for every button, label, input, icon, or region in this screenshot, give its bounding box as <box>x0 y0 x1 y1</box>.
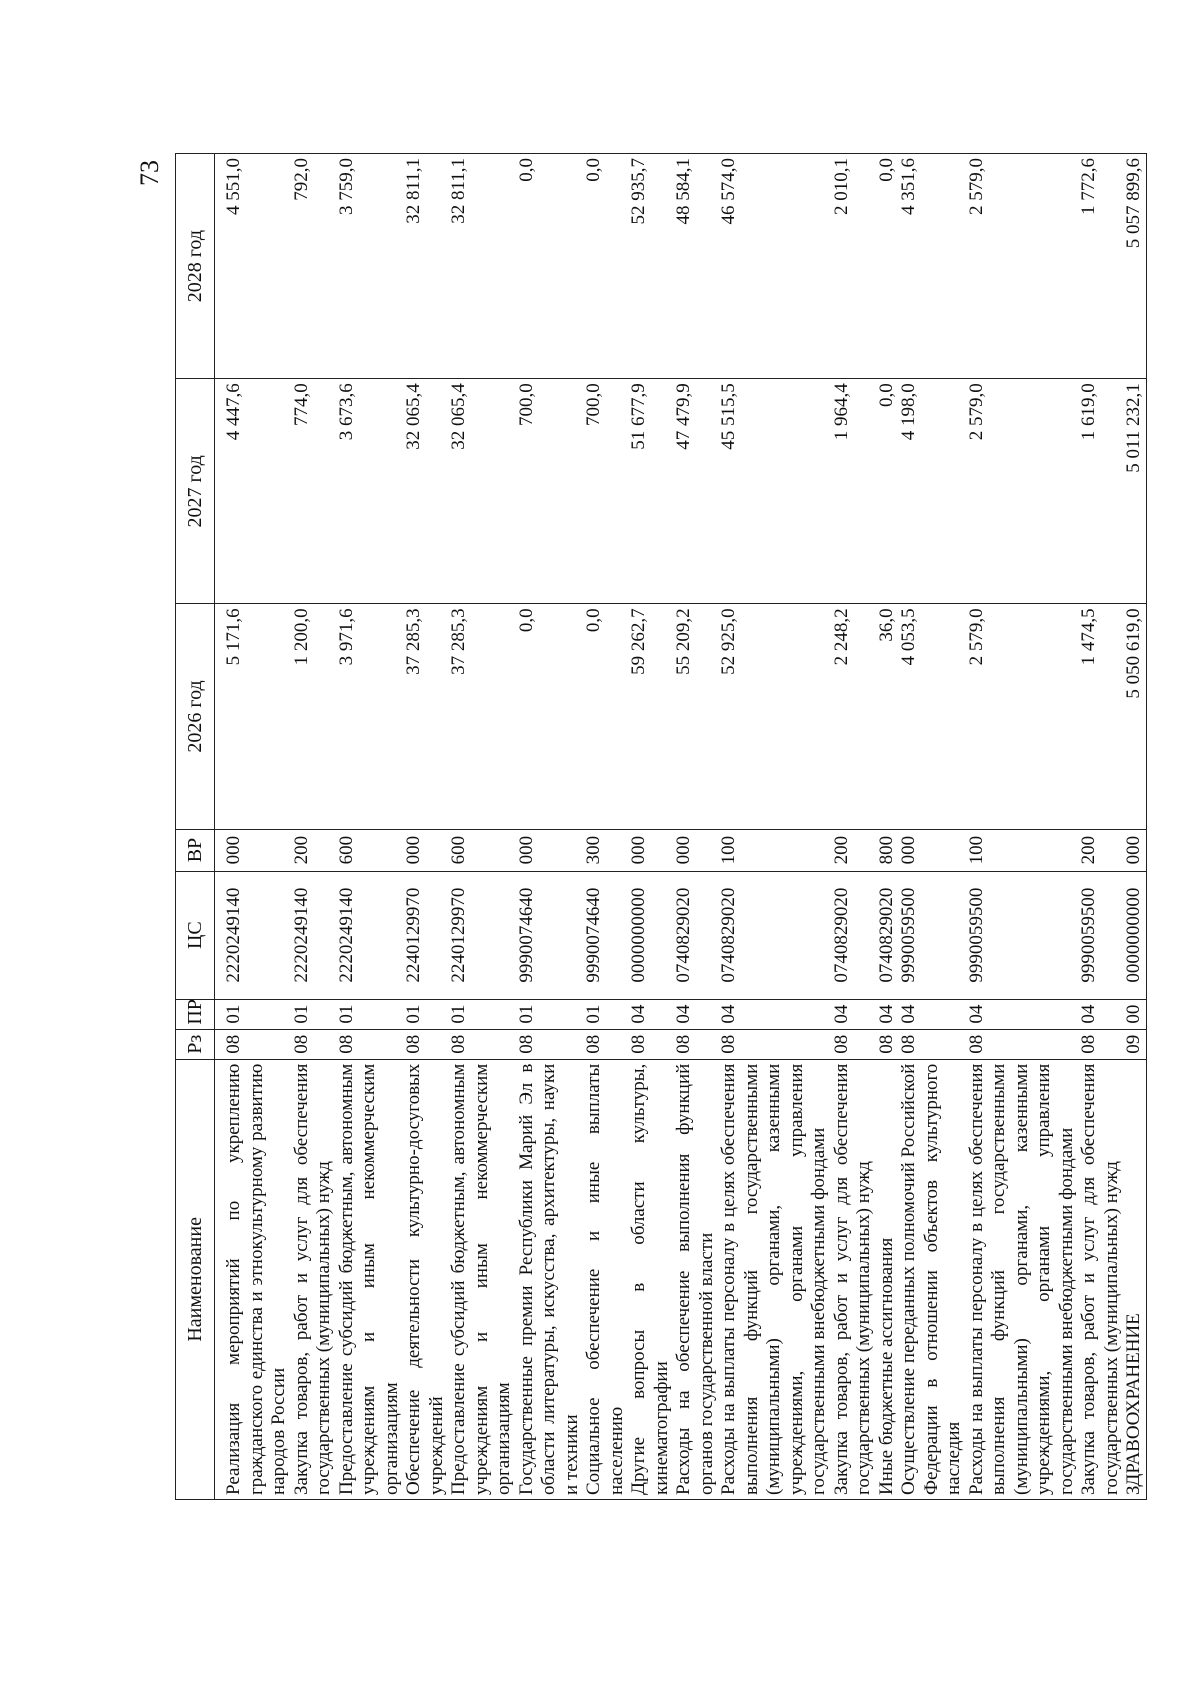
table-row <box>336 154 404 1500</box>
table-row <box>403 154 448 1500</box>
row-value-2028: 0,0 <box>876 154 899 379</box>
row-value-2027: 700,0 <box>516 379 584 604</box>
row-rz: 08 <box>403 1029 448 1059</box>
row-pr: 00 <box>1123 999 1146 1029</box>
row-name: Осуществление переданных полномочий Российской Федерации в отношении объектов культурного наследия <box>898 1059 966 1499</box>
header-2027: 2027 год <box>176 379 215 604</box>
table-header-row <box>176 154 215 1500</box>
row-value-2028: 52 935,7 <box>628 154 673 379</box>
header-pr: ПР <box>176 999 215 1029</box>
row-pr: 04 <box>898 999 966 1029</box>
row-value-2028: 3 759,0 <box>336 154 404 379</box>
row-rz: 09 <box>1123 1029 1146 1059</box>
table-row <box>583 154 628 1500</box>
row-value-2026: 52 925,0 <box>718 604 831 829</box>
row-pr: 01 <box>215 999 291 1029</box>
row-value-2026: 2 579,0 <box>966 604 1079 829</box>
row-value-2028: 46 574,0 <box>718 154 831 379</box>
row-name: Расходы на обеспечение выполнения функций органов государственной власти <box>673 1059 718 1499</box>
table-row <box>966 154 1079 1500</box>
row-value-2028: 4 551,0 <box>215 154 291 379</box>
row-value-2028: 2 010,1 <box>831 154 876 379</box>
row-name: Закупка товаров, работ и услуг для обеспечения государственных (муниципальных) нужд <box>291 1059 336 1499</box>
row-cs: 9990074640 <box>516 871 584 999</box>
row-vr: 000 <box>403 829 448 871</box>
row-cs: 2240129970 <box>403 871 448 999</box>
row-vr: 600 <box>448 829 516 871</box>
row-value-2027: 0,0 <box>876 379 899 604</box>
row-value-2028: 1 772,6 <box>1078 154 1123 379</box>
row-value-2026: 3 971,6 <box>336 604 404 829</box>
table-row <box>291 154 336 1500</box>
row-name: Расходы на выплаты персоналу в целях обеспечения выполнения функций государственными (муниципальными) органами, казенными учреждениями, органами управления государственными внебюджетными фондами <box>718 1059 831 1499</box>
table-row <box>718 154 831 1500</box>
row-vr: 000 <box>215 829 291 871</box>
row-pr: 04 <box>966 999 1079 1029</box>
row-rz: 08 <box>628 1029 673 1059</box>
row-rz: 08 <box>718 1029 831 1059</box>
row-value-2028: 48 584,1 <box>673 154 718 379</box>
table-row <box>673 154 718 1500</box>
row-vr: 200 <box>831 829 876 871</box>
row-value-2026: 55 209,2 <box>673 604 718 829</box>
row-cs: 0740829020 <box>673 871 718 999</box>
row-cs: 2220249140 <box>215 871 291 999</box>
row-name: Закупка товаров, работ и услуг для обеспечения государственных (муниципальных) нужд <box>1078 1059 1123 1499</box>
page-number: 73 <box>135 160 164 186</box>
row-pr: 01 <box>403 999 448 1029</box>
row-value-2028: 32 811,1 <box>448 154 516 379</box>
row-value-2027: 2 579,0 <box>966 379 1079 604</box>
row-pr: 04 <box>1078 999 1123 1029</box>
row-pr: 04 <box>876 999 899 1029</box>
row-vr: 000 <box>516 829 584 871</box>
row-vr: 100 <box>718 829 831 871</box>
row-pr: 01 <box>583 999 628 1029</box>
row-name: Расходы на выплаты персоналу в целях обеспечения выполнения функций государственными (муниципальными) органами, казенными учреждениями, органами управления государственными внебюджетными фондами <box>966 1059 1079 1499</box>
row-value-2027: 3 673,6 <box>336 379 404 604</box>
row-rz: 08 <box>516 1029 584 1059</box>
row-value-2027: 47 479,9 <box>673 379 718 604</box>
row-value-2027: 45 515,5 <box>718 379 831 604</box>
row-rz: 08 <box>876 1029 899 1059</box>
row-rz: 08 <box>291 1029 336 1059</box>
row-value-2027: 700,0 <box>583 379 628 604</box>
row-value-2027: 1 619,0 <box>1078 379 1123 604</box>
row-vr: 100 <box>966 829 1079 871</box>
table-row <box>516 154 584 1500</box>
row-value-2028: 2 579,0 <box>966 154 1079 379</box>
row-value-2028: 792,0 <box>291 154 336 379</box>
row-name: Иные бюджетные ассигнования <box>876 1059 899 1499</box>
row-cs: 0000000000 <box>628 871 673 999</box>
row-rz: 08 <box>336 1029 404 1059</box>
row-rz: 08 <box>448 1029 516 1059</box>
row-pr: 01 <box>516 999 584 1029</box>
row-vr: 200 <box>1078 829 1123 871</box>
header-2028: 2028 год <box>176 154 215 379</box>
row-cs: 2220249140 <box>291 871 336 999</box>
row-value-2027: 51 677,9 <box>628 379 673 604</box>
row-vr: 200 <box>291 829 336 871</box>
row-pr: 01 <box>291 999 336 1029</box>
row-pr: 01 <box>336 999 404 1029</box>
row-value-2026: 1 474,5 <box>1078 604 1123 829</box>
row-cs: 0740829020 <box>876 871 899 999</box>
table-row <box>831 154 876 1500</box>
row-cs: 0740829020 <box>831 871 876 999</box>
row-name: Обеспечение деятельности культурно-досуговых учреждений <box>403 1059 448 1499</box>
row-value-2027: 774,0 <box>291 379 336 604</box>
row-name: Реализация мероприятий по укреплению гражданского единства и этнокультурному развитию народов России <box>215 1059 291 1499</box>
row-vr: 000 <box>628 829 673 871</box>
row-rz: 08 <box>673 1029 718 1059</box>
row-rz: 08 <box>898 1029 966 1059</box>
row-name: Социальное обеспечение и иные выплаты населению <box>583 1059 628 1499</box>
row-vr: 000 <box>898 829 966 871</box>
row-value-2027: 1 964,4 <box>831 379 876 604</box>
row-name: Предоставление субсидий бюджетным, автономным учреждениям и иным некоммерческим организациям <box>336 1059 404 1499</box>
row-pr: 01 <box>448 999 516 1029</box>
row-vr: 800 <box>876 829 899 871</box>
row-cs: 2240129970 <box>448 871 516 999</box>
row-rz: 08 <box>1078 1029 1123 1059</box>
rotated-page <box>135 150 1144 1500</box>
row-value-2028: 0,0 <box>516 154 584 379</box>
row-pr: 04 <box>628 999 673 1029</box>
row-value-2026: 37 285,3 <box>403 604 448 829</box>
row-value-2026: 36,0 <box>876 604 899 829</box>
row-pr: 04 <box>831 999 876 1029</box>
row-rz: 08 <box>966 1029 1079 1059</box>
row-value-2028: 32 811,1 <box>403 154 448 379</box>
row-name: Закупка товаров, работ и услуг для обеспечения государственных (муниципальных) нужд <box>831 1059 876 1499</box>
row-cs: 9990074640 <box>583 871 628 999</box>
row-value-2027: 5 011 232,1 <box>1123 379 1146 604</box>
row-value-2026: 0,0 <box>516 604 584 829</box>
row-pr: 04 <box>673 999 718 1029</box>
row-value-2027: 32 065,4 <box>403 379 448 604</box>
row-value-2026: 0,0 <box>583 604 628 829</box>
row-name: Предоставление субсидий бюджетным, автономным учреждениям и иным некоммерческим организациям <box>448 1059 516 1499</box>
row-rz: 08 <box>215 1029 291 1059</box>
row-value-2027: 4 198,0 <box>898 379 966 604</box>
table-row <box>1123 154 1146 1500</box>
row-cs: 9990059500 <box>898 871 966 999</box>
header-vr: ВР <box>176 829 215 871</box>
row-cs: 2220249140 <box>336 871 404 999</box>
table-row <box>448 154 516 1500</box>
row-value-2026: 5 050 619,0 <box>1123 604 1146 829</box>
row-value-2026: 2 248,2 <box>831 604 876 829</box>
row-value-2026: 4 053,5 <box>898 604 966 829</box>
table-row <box>628 154 673 1500</box>
budget-table <box>175 153 1147 1500</box>
header-2026: 2026 год <box>176 604 215 829</box>
row-vr: 000 <box>673 829 718 871</box>
row-value-2026: 59 262,7 <box>628 604 673 829</box>
row-name: ЗДРАВООХРАНЕНИЕ <box>1123 1059 1146 1499</box>
row-name: Другие вопросы в области культуры, кинематографии <box>628 1059 673 1499</box>
row-rz: 08 <box>583 1029 628 1059</box>
header-cs: ЦС <box>176 871 215 999</box>
row-rz: 08 <box>831 1029 876 1059</box>
row-value-2026: 5 171,6 <box>215 604 291 829</box>
row-value-2026: 37 285,3 <box>448 604 516 829</box>
table-row <box>876 154 899 1500</box>
row-vr: 000 <box>1123 829 1146 871</box>
row-value-2026: 1 200,0 <box>291 604 336 829</box>
row-value-2027: 4 447,6 <box>215 379 291 604</box>
row-vr: 300 <box>583 829 628 871</box>
table-row <box>215 154 291 1500</box>
row-name: Государственные премии Республики Марий Эл в области литературы, искусства, архитектуры, науки и техники <box>516 1059 584 1499</box>
table-row <box>1078 154 1123 1500</box>
table-body <box>215 154 1147 1500</box>
row-value-2028: 4 351,6 <box>898 154 966 379</box>
header-rz: Рз <box>176 1029 215 1059</box>
row-value-2028: 5 057 899,6 <box>1123 154 1146 379</box>
row-vr: 600 <box>336 829 404 871</box>
table-row <box>898 154 966 1500</box>
row-cs: 0000000000 <box>1123 871 1146 999</box>
row-value-2028: 0,0 <box>583 154 628 379</box>
row-cs: 9990059500 <box>1078 871 1123 999</box>
header-name: Наименование <box>176 1059 215 1499</box>
row-value-2027: 32 065,4 <box>448 379 516 604</box>
row-cs: 0740829020 <box>718 871 831 999</box>
row-cs: 9990059500 <box>966 871 1079 999</box>
row-pr: 04 <box>718 999 831 1029</box>
